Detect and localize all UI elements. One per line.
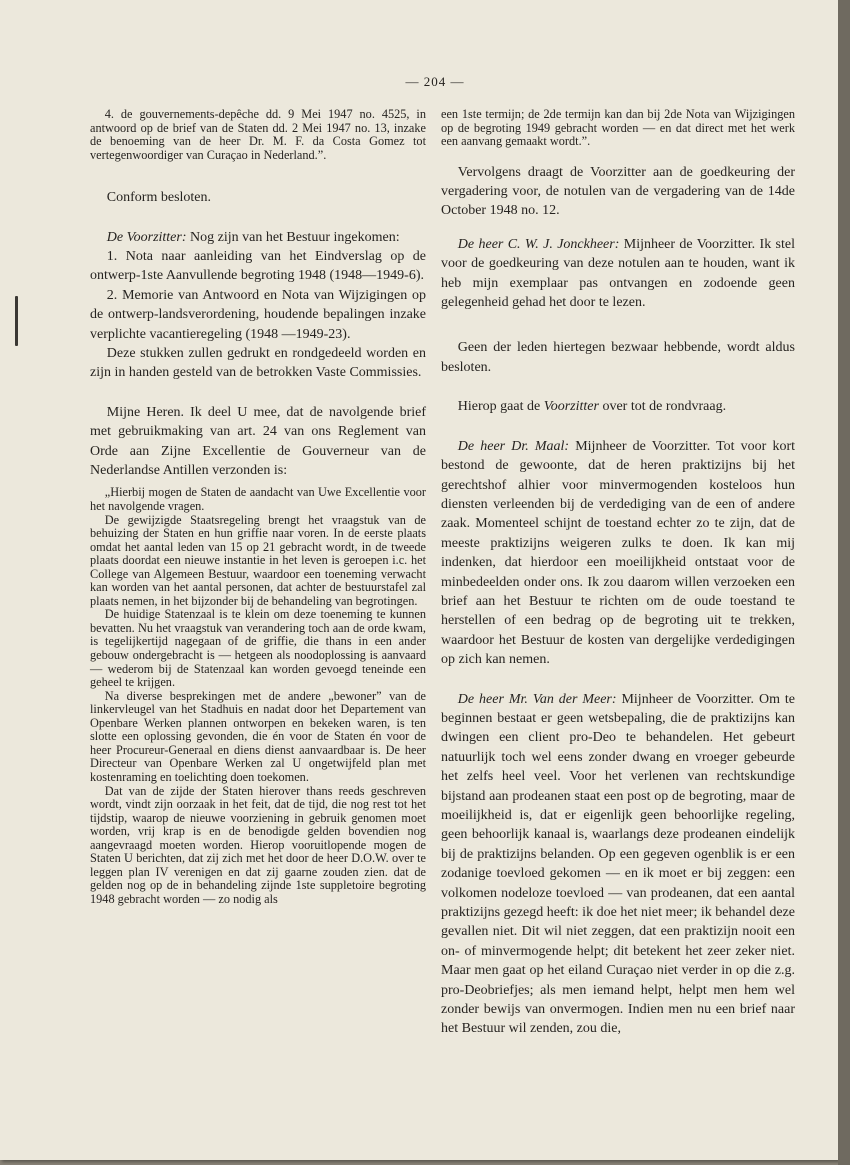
text-fragment: Hierop gaat de xyxy=(457,399,544,415)
quote-paragraph: De gewijzigde Staatsregeling brengt het vraagstuk van de behuizing der Staten en hun griffie naar voren. In de eerste plaats omdat het aantal leden van 15 op 21 gebracht wordt, in de tweede plaats doordat een nieuwe instantie in het leven is geroepen i.c. het College van Algemeen Bestuur, waardoor een toeneming verwacht kan worden van het aantal personen, dat achter de bestuurstafel zal plaats nemen, in het bijzonder bij de behandeling van begrotingen. xyxy=(90,512,426,608)
speaker-name: De Voorzitter: xyxy=(106,229,187,245)
paragraph-mijne-heren: Mijne Heren. Ik deel U mee, dat de navolgende brief met gebruikmaking van art. 24 van ons Reglement van Orde aan Zijne Excellentie de Gouverneur van de Nederlandse Antillen verzonden is: xyxy=(90,404,426,479)
paragraph-van-der-meer xyxy=(441,690,795,1039)
paragraph-nota: 1. Nota naar aanleiding van het Eindverslag op de ontwerp-1ste Aanvullende begroting 1948 (1948—1949-6). xyxy=(90,249,426,284)
quote-paragraph: Na diverse besprekingen met de andere „bewoner” van de linkervleugel van het Stadhuis en nadat door het Departement van Openbare Werken plannen ontworpen en bekeken waren, is ten slotte een oplossing gevonden, die én voor de Staten én voor de heer Procureur-Generaal en diens dienst aanvaardbaar is. De heer Directeur van Openbare Werken zal U ongetwijfeld plan met kostenraming en toelichting doen toekomen. xyxy=(90,688,426,784)
paragraph-memorie: 2. Memorie van Antwoord en Nota van Wijzigingen op de ontwerp-landsverordening, houdende bepalingen inzake verplichte vacantieregeling (1948 —1949-23). xyxy=(90,287,426,342)
quote-paragraph: De huidige Statenzaal is te klein om deze toeneming te kunnen bevatten. Nu het vraagstuk van verandering toch aan de orde kwam, is tegelijkertijd nagegaan of de griffie, die thans in een ander gebouw ondergebracht is — hetgeen als noodoplossing is aanvaard — wederom bij de Statenzaal kan worden gevoegd teneinde een geheel te krijgen. xyxy=(90,607,426,690)
paragraph-notulen: Vervolgens draagt de Voorzitter aan de goedkeuring der vergadering voor, de notulen van de vergadering van de 14de October 1948 no. 12. xyxy=(441,164,795,219)
page-edge xyxy=(838,0,850,1165)
paragraph-voorzitter xyxy=(90,228,426,247)
paragraph-depeche: 4. de gouvernements-depêche dd. 9 Mei 1947 no. 4525, in antwoord op de brief van de Staten dd. 2 Mei 1947 no. 13, inzake de benoeming van de heer Dr. M. F. da Costa Gomez tot vertegenwoordiger van Curaçao in Nederland.”. xyxy=(90,107,426,162)
paragraph-termijn: een 1ste termijn; de 2de termijn kan dan bij 2de Nota van Wijzigingen op de begroting 1949 gebracht worden — en dat direct met het werk een aanvang gemaakt wordt.”. xyxy=(441,107,795,149)
paragraph-maal xyxy=(441,437,795,670)
text-fragment: over tot de rondvraag. xyxy=(598,399,727,415)
speaker-text: Mijnheer de Voorzitter. Tot voor kort bestond de gewoonte, dat de heren praktizijns bij het gerechtshof alhier voor minvermogenden kosteloos hun diensten verleenden bij de verdediging van de een of andere zaak. Momenteel schijnt de toestand echter zo te zijn, dat de meeste praktizijns weigeren zulks te doen. Ik kan mij indenken, dat hierdoor een moeilijkheid ontstaat voor de minbedeelden onder ons. Ik zou daarom willen verzoeken een brief aan het Bestuur te richten om de oude toestand te herstellen of een bedrag op de begroting uit te trekken, waardoor het Bestuur de kosten van dergelijke verdedigingen op zich kan nemen. xyxy=(441,438,795,668)
quote-paragraph: „Hierbij mogen de Staten de aandacht van Uwe Excellentie voor het navolgende vragen. xyxy=(90,485,426,514)
speaker-name: Voorzitter xyxy=(543,399,599,415)
paragraph-besloten: Geen der leden hiertegen bezwaar hebbende, wordt aldus besloten. xyxy=(441,340,795,375)
paragraph-rondvraag xyxy=(441,397,795,416)
speaker-name: De heer Dr. Maal: xyxy=(457,438,570,454)
speaker-text: Nog zijn van het Bestuur ingekomen: xyxy=(186,229,400,245)
paragraph-conform: Conform besloten. xyxy=(106,190,212,206)
page-number: — 204 — xyxy=(405,74,465,89)
speaker-name: De heer C. W. J. Jonckheer: xyxy=(457,236,620,252)
paragraph-stukken: Deze stukken zullen gedrukt en rondgedeeld worden en zijn in handen gesteld van de betrokken Vaste Commissies. xyxy=(90,346,426,381)
speaker-text: Mijnheer de Voorzitter. Om te beginnen bestaat er geen wetsbepaling, die de praktizijns kan dwingen een client pro-Deo te behandelen. Het gebeurt natuurlijk toch wel eens zonder dwang en vroeger gebeurde het zelfs heel veel. Voor het verlenen van rechtskundige bijstand aan prodeanen staat een post op de begroting, maar de moeilijkheid is, dat er eigenlijk geen behoorlijke regeling, geen behoorlijk kanaal is, waarlangs deze prodeanen eindelijk bij de praktizijns belanden. Op een gegeven ogenblik is er een zodanige toevloed gekomen — en ik moet er bij zeggen: een volkomen nodeloze toevloed — van prodeanen, dat een aantal praktizijns gezegd heeft: ik doe het niet meer; ik behandel deze gevallen niet. Dit wil niet zeggen, dat een praktizijn nooit een on- of minvermogende helpt; dit betekent het zeer zeker niet. Maar men gaat op het eiland Curaçao niet verder in op die z.g. pro-Deobriefjes; als men iemand helpt, helpt men hem wel zonder bewijs van onvermogen. Indien men nu een brief naar het Bestuur wil zenden, zou die, xyxy=(441,691,796,1037)
right-column xyxy=(441,108,795,1039)
margin-marker xyxy=(15,296,18,346)
speaker-name: De heer Mr. Van der Meer: xyxy=(457,691,617,707)
quote-paragraph: Dat van de zijde der Staten hierover thans reeds geschreven wordt, vindt zijn oorzaak in het feit, dat de tijd, die nog rest tot het tijdstip, waarop de nieuwe voorziening in gebruik genomen moet worden, vrij krap is en de benodigde gelden bovendien nog aangevraagd moeten worden. Hierop vooruitlopende mogen de Staten U berichten, dat zij zich met het door de heer D.O.W. over te leggen plan IV verenigen en dat zij gaarne zouden zien. dat de gelden nog op de in behandeling zijnde 1ste suppletoire begroting 1948 gebracht worden — zo nodig als xyxy=(90,783,426,906)
paragraph-jonckheer xyxy=(441,235,795,313)
left-column xyxy=(90,108,426,906)
speaker-text: Mijnheer de Voorzitter. Ik stel voor de goedkeuring van deze notulen aan te houden, want ik heb mijn exemplaar pas ontvangen en zodoende geen gelegenheid gehad het door te lezen. xyxy=(441,236,796,311)
